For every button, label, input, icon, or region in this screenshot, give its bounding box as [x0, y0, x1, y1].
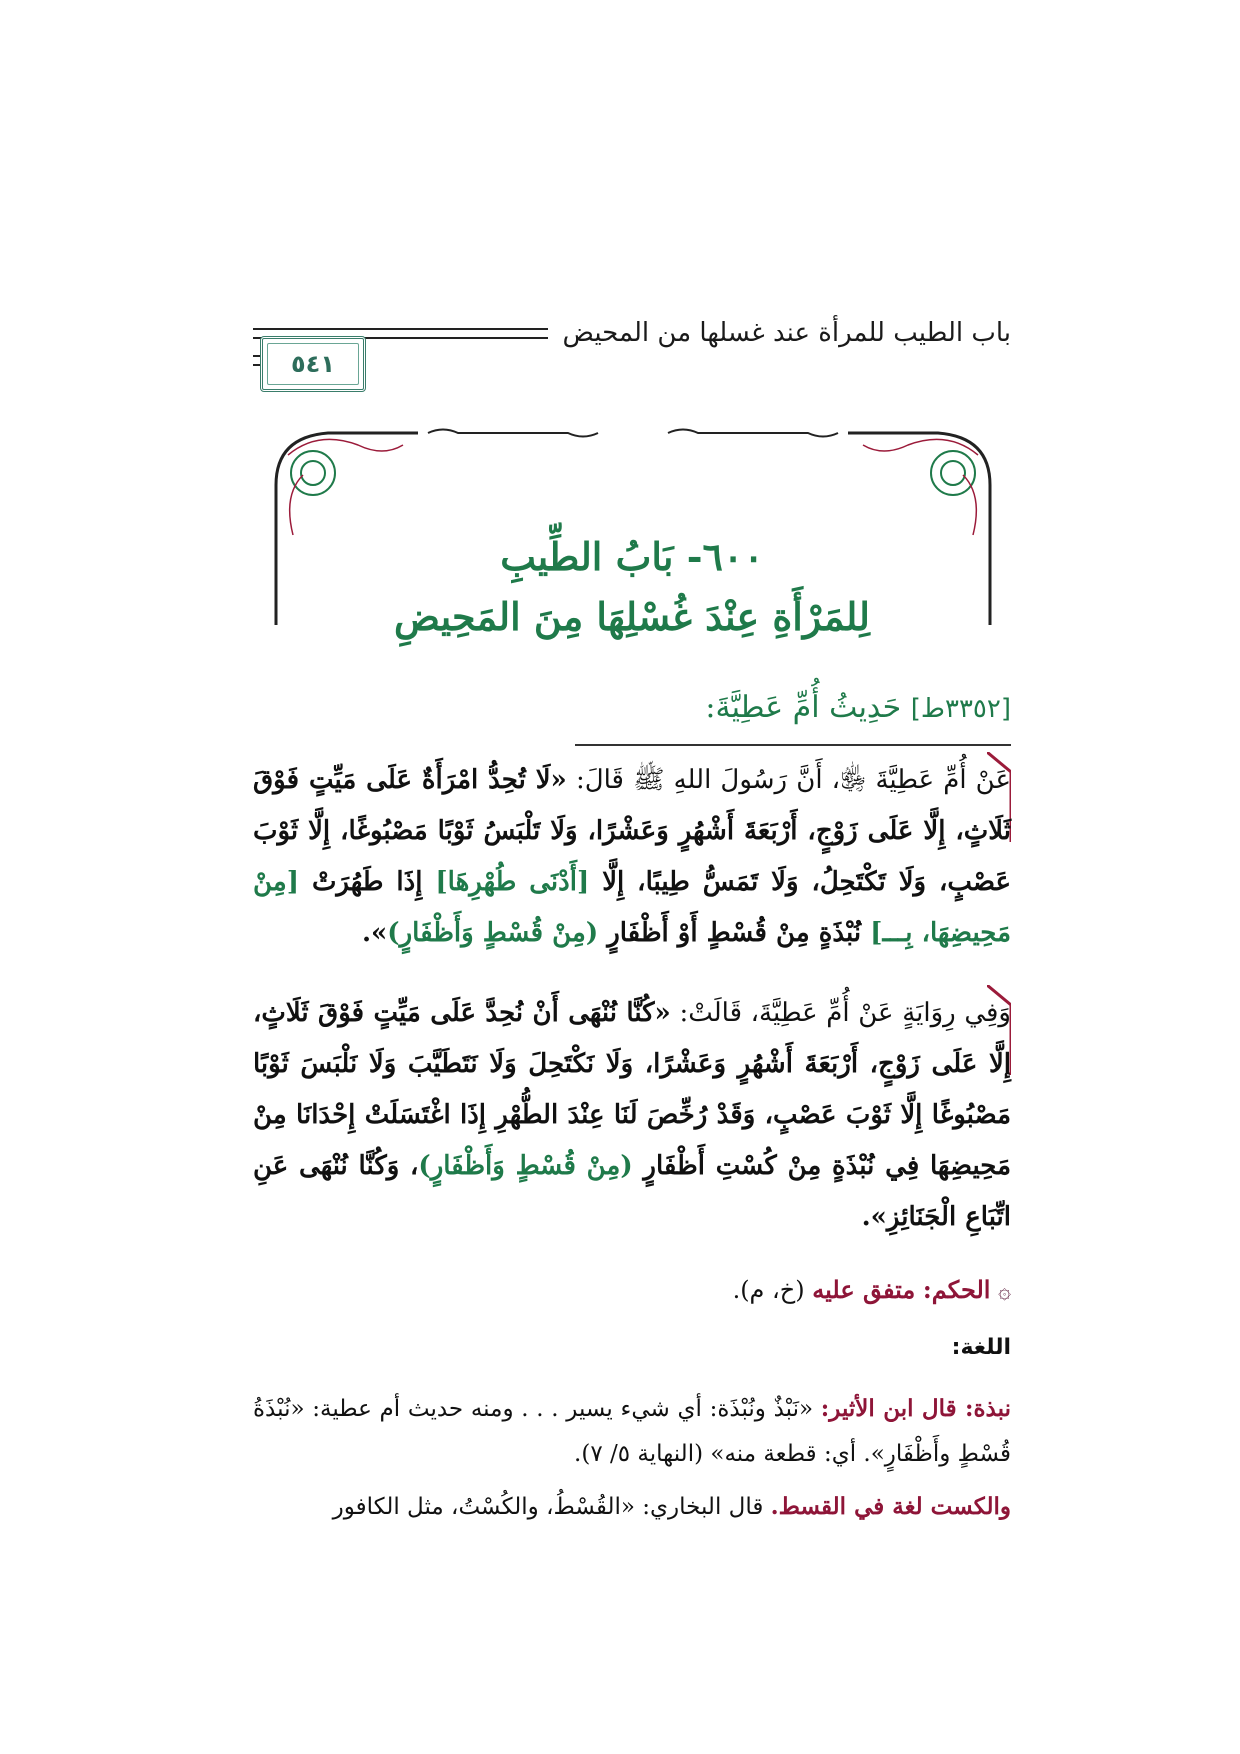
note-1-term: نبذة: [965, 1395, 1011, 1422]
ruling [253, 1270, 1011, 1312]
hadith1-mid: إِذَا طَهُرَتْ [299, 867, 436, 897]
hadith1-close: ». [361, 918, 388, 948]
hadith1-end: نُبْذَةٍ مِنْ قُسْطٍ أَوْ أَظْفَارٍ [598, 918, 871, 948]
hadith2-end: ، وَكُنَّا نُنْهَى عَنِ اتِّبَاعِ الْجَنَائِزِ [253, 1151, 1011, 1232]
hadith2-intro: وَفِي رِوَايَةٍ عَنْ أُمِّ عَطِيَّةَ، قَالَتْ: [670, 998, 1011, 1028]
note-2-text: قال البخاري: «القُسْطُ، والكُسْتُ، مثل الكافور [332, 1494, 771, 1520]
chapter-title-line1: ٦٠٠- بَابُ الطِّيبِ [500, 534, 764, 579]
hadith-text-2 [253, 988, 1011, 1243]
chapter-title [253, 527, 1011, 647]
hadith2-addition: (مِنْ قُسْطٍ وَأَظْفَارٍ) [418, 1151, 633, 1181]
hadith1-addition-2: [مِنْ مَحِيضِهَا، بِـــ] [253, 867, 1011, 948]
lugha-heading: اللغة: [951, 1335, 1011, 1360]
hadith1-body: «لَا تُحِدُّ امْرَأَةٌ عَلَى مَيِّتٍ فَوْقَ ثَلَاثٍ، إِلَّا عَلَى زَوْجٍ، أَرْبَعَةَ أَشْهُرٍ وَعَشْرًا، وَلَا تَلْبَسُ ثَوْبًا مَصْبُوغًا، إِلَّا ثَوْبَ عَصْبٍ، وَلَا تَكْتَحِلُ، وَلَا تَمَسُّ طِيبًا، إِلَّا [253, 765, 1011, 897]
ruling-ornament-icon: ۞ [998, 1279, 1011, 1304]
note-1 [253, 1386, 1011, 1477]
running-title: باب الطيب للمرأة عند غسلها من المحيض [562, 318, 1011, 348]
hadith1-intro: عَنْ أُمِّ عَطِيَّةَ ﵂، أَنَّ رَسُولَ اللهِ ﷺ قَالَ: [566, 765, 1011, 795]
note-2-term: والكست لغة في القسط. [770, 1493, 1011, 1520]
hadith-title: حَدِيثُ أُمِّ عَطِيَّةَ: [705, 690, 902, 725]
ruling-source: (خ، م). [732, 1276, 813, 1304]
hadith-text-1 [253, 755, 1011, 959]
note-1-attrib: قال ابن الأثير: [820, 1395, 966, 1422]
ruling-label: الحكم: [922, 1275, 991, 1304]
hadith1-addition-1: [أَدْنَى طُهْرِهَا] [435, 867, 590, 897]
ruling-value: متفق عليه [812, 1275, 916, 1304]
section-rule [575, 744, 1011, 746]
hadith2-body: «كُنَّا نُنْهَى أَنْ نُحِدَّ عَلَى مَيِّتٍ فَوْقَ ثَلَاثٍ، إِلَّا عَلَى زَوْجٍ، أَرْبَعَةَ أَشْهُرٍ وَعَشْرًا، وَلَا نَكْتَحِلَ وَلَا نَتَطَيَّبَ وَلَا نَلْبَسَ ثَوْبًا مَصْبُوغًا إِلَّا ثَوْبَ عَصْبٍ، وَقَدْ رُخِّصَ لَنَا عِنْدَ الطُّهْرِ إِذَا اغْتَسَلَتْ إِحْدَانَا مِنْ مَحِيضِهَا فِي نُبْذَةٍ مِنْ كُسْتِ أَظْفَارٍ [253, 998, 1012, 1181]
chapter-title-line2: لِلمَرْأَةِ عِنْدَ غُسْلِهَا مِنَ المَحِيضِ [394, 594, 870, 639]
hadith-ref: [٣٣٥٢ط] [910, 694, 1011, 724]
note-2 [253, 1484, 1011, 1530]
note-1-text: «نَبْذٌ ونُبْذَة: أي شيء يسير . . . ومنه حديث أم عطية: «نُبْذَةُ قُسْطٍ وأَظْفَارٍ». أي: قطعة منه» (النهاية ٥/ ٧). [253, 1396, 1011, 1467]
page-number: ٥٤١ [260, 336, 366, 392]
hadith1-addition-3: (مِنْ قُسْطٍ وَأَظْفَارٍ) [387, 918, 599, 948]
hadith2-close: ». [861, 1202, 887, 1232]
hadith-heading [253, 690, 1011, 725]
running-head [253, 318, 1011, 348]
